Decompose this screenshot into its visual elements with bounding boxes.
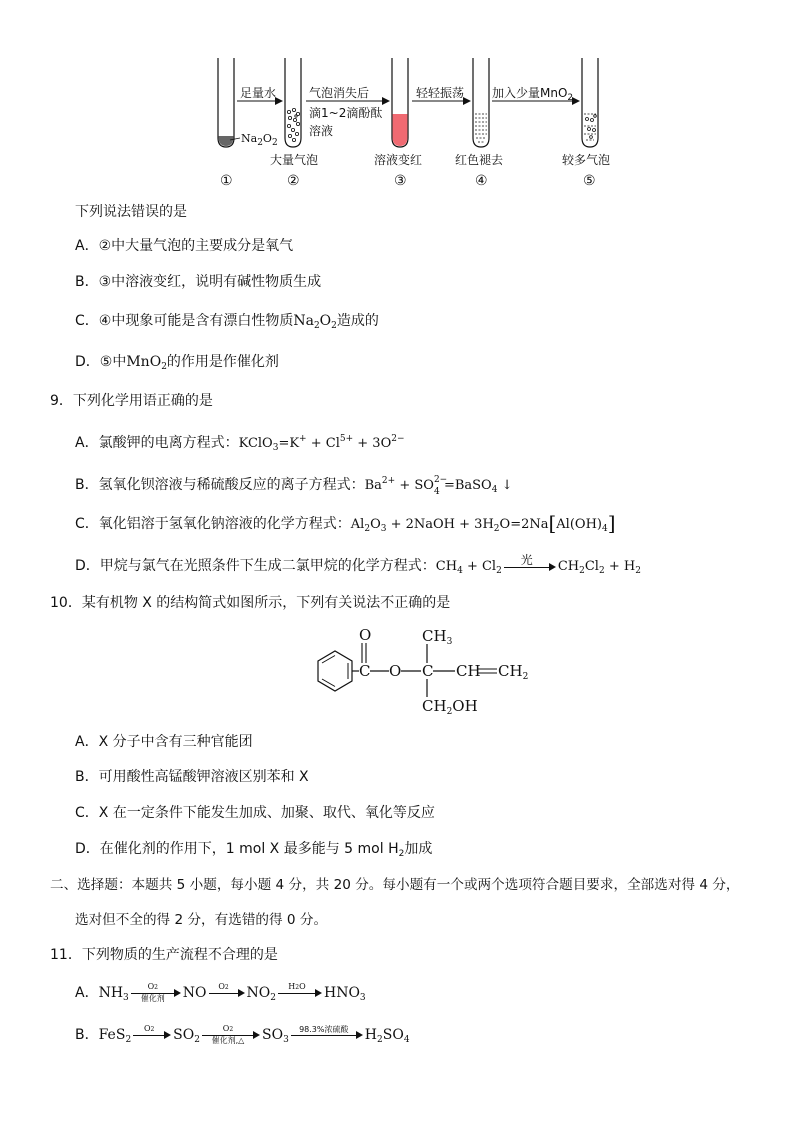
obs-tube-3: 溶液变红 xyxy=(374,153,423,167)
q9-stem: 9．下列化学用语正确的是 xyxy=(50,393,213,409)
q8-option-a: A．②中大量气泡的主要成分是氧气 xyxy=(75,238,294,254)
obs-tube-2: 大量气泡 xyxy=(270,153,319,167)
group-ch: CH xyxy=(456,662,481,680)
light-arrow: 光 xyxy=(504,559,556,575)
step-2: ② xyxy=(287,173,300,189)
atom-c-quaternary: C xyxy=(422,662,434,680)
tube-4 xyxy=(473,58,489,147)
tube-5 xyxy=(582,58,598,147)
q9-option-d: D．甲烷与氯气在光照条件下生成二氯甲烷的化学方程式：$CH_4 + Cl_2$ 光 $CH_2Cl_2 + H_2$ xyxy=(75,552,641,576)
q8-option-b: B．③中溶液变红，说明有碱性物质生成 xyxy=(75,274,322,290)
q11-option-a: A．$NH_3$ O2 催化剂 NO O2 $NO_2$ H2O $HNO_3$ xyxy=(75,982,366,1004)
q10-option-b: B．可用酸性高锰酸钾溶液区别苯和 X xyxy=(75,769,309,785)
arrow-o2: O2 xyxy=(209,984,245,1002)
structure-x xyxy=(295,622,545,722)
step-3: ③ xyxy=(394,173,407,189)
tube-1 xyxy=(218,58,240,147)
arrow-label-shake: 轻轻振荡 xyxy=(416,86,465,100)
q10-option-d: D．在催化剂的作用下，1 mol X 最多能与 5 mol $H_2$加成 xyxy=(75,841,433,859)
experiment-figure xyxy=(200,50,630,195)
q10-stem: 10．某有机物 X 的结构简式如图所示，下列有关说法不正确的是 xyxy=(50,595,451,611)
test-tubes-diagram xyxy=(200,50,630,195)
q9-option-c: C．氧化铝溶于氢氧化钠溶液的化学方程式：$Al_2O_3$ + 2NaOH + $3H_2O=2Na[Al(OH)_4]$ xyxy=(75,511,616,535)
step-1: ① xyxy=(220,173,233,189)
arrow-label-water: 足量水 xyxy=(240,86,277,100)
q9-option-b: B．氢氧化钡溶液与稀硫酸反应的离子方程式：$Ba^{2+}$ + SO 2− 4 =BaSO$_4$ ↓ xyxy=(75,475,513,497)
atom-c-carbonyl: C xyxy=(359,662,371,680)
section2-instructions-line1: 二、选择题：本题共 5 小题，每小题 4 分，共 20 分。每小题有一个或两个选项符合题目要求，全部选对得 4 分， xyxy=(50,877,740,893)
tube-3 xyxy=(392,58,408,147)
arrow-o2-catalyst: O2 催化剂 xyxy=(131,984,181,1002)
arrow-o2-catalyst-heat: O2 催化剂,△ xyxy=(202,1026,260,1044)
arrow-label-bubbles-gone: 气泡消失后 xyxy=(309,86,370,100)
arrow-o2-b1: O2 xyxy=(133,1026,171,1044)
atom-o-ester: O xyxy=(389,662,402,680)
arrow-label-phenolphthalein: 滴1~2滴酚酞 xyxy=(309,106,383,120)
obs-tube-5: 较多气泡 xyxy=(562,153,611,167)
q11-stem: 11．下列物质的生产流程不合理的是 xyxy=(50,947,278,963)
group-ch3: $CH_3$ xyxy=(422,627,453,647)
q10-option-c: C．X 在一定条件下能发生加成、加聚、取代、氧化等反应 xyxy=(75,805,435,821)
q11-option-b: B．FeS$_2$ O2 $SO_2$ O2 催化剂,△ $SO_3$ 98.3%浓硫酸 $H_2SO_4$ xyxy=(75,1024,410,1046)
q8-option-c: C．④中现象可能是含有漂白性物质$Na_2O_2$造成的 xyxy=(75,313,379,331)
q9-option-a: A．氯酸钾的电离方程式：KClO$_3$=K+ + $Cl^{5+} + 3O^{2-}$ xyxy=(75,434,405,453)
arrow-h2o: H2O xyxy=(278,984,322,1002)
na2o2-label: $Na_2O_2$ xyxy=(241,132,278,148)
step-5: ⑤ xyxy=(583,173,596,189)
step-4: ④ xyxy=(475,173,488,189)
section2-instructions-line2: 选对但不全的得 2 分，有选错的得 0 分。 xyxy=(75,912,328,928)
arrow-label-solution: 溶液 xyxy=(309,124,334,138)
arrow-label-add-mno2: 加入少量MnO$_2$ xyxy=(492,86,574,103)
group-ch2-vinyl: $CH_2$ xyxy=(498,662,529,682)
atom-o-carbonyl: O xyxy=(359,626,372,644)
q8-option-d: D．⑤中MnO$_2$的作用是作催化剂 xyxy=(75,354,279,372)
group-ch2oh: $CH_2OH$ xyxy=(422,697,478,717)
q8-stem: 下列说法错误的是 xyxy=(75,204,187,220)
tube-2 xyxy=(285,58,301,147)
q10-option-a: A．X 分子中含有三种官能团 xyxy=(75,734,253,750)
arrow-conc-h2so4: 98.3%浓硫酸 xyxy=(291,1026,363,1044)
obs-tube-4: 红色褪去 xyxy=(455,153,504,167)
